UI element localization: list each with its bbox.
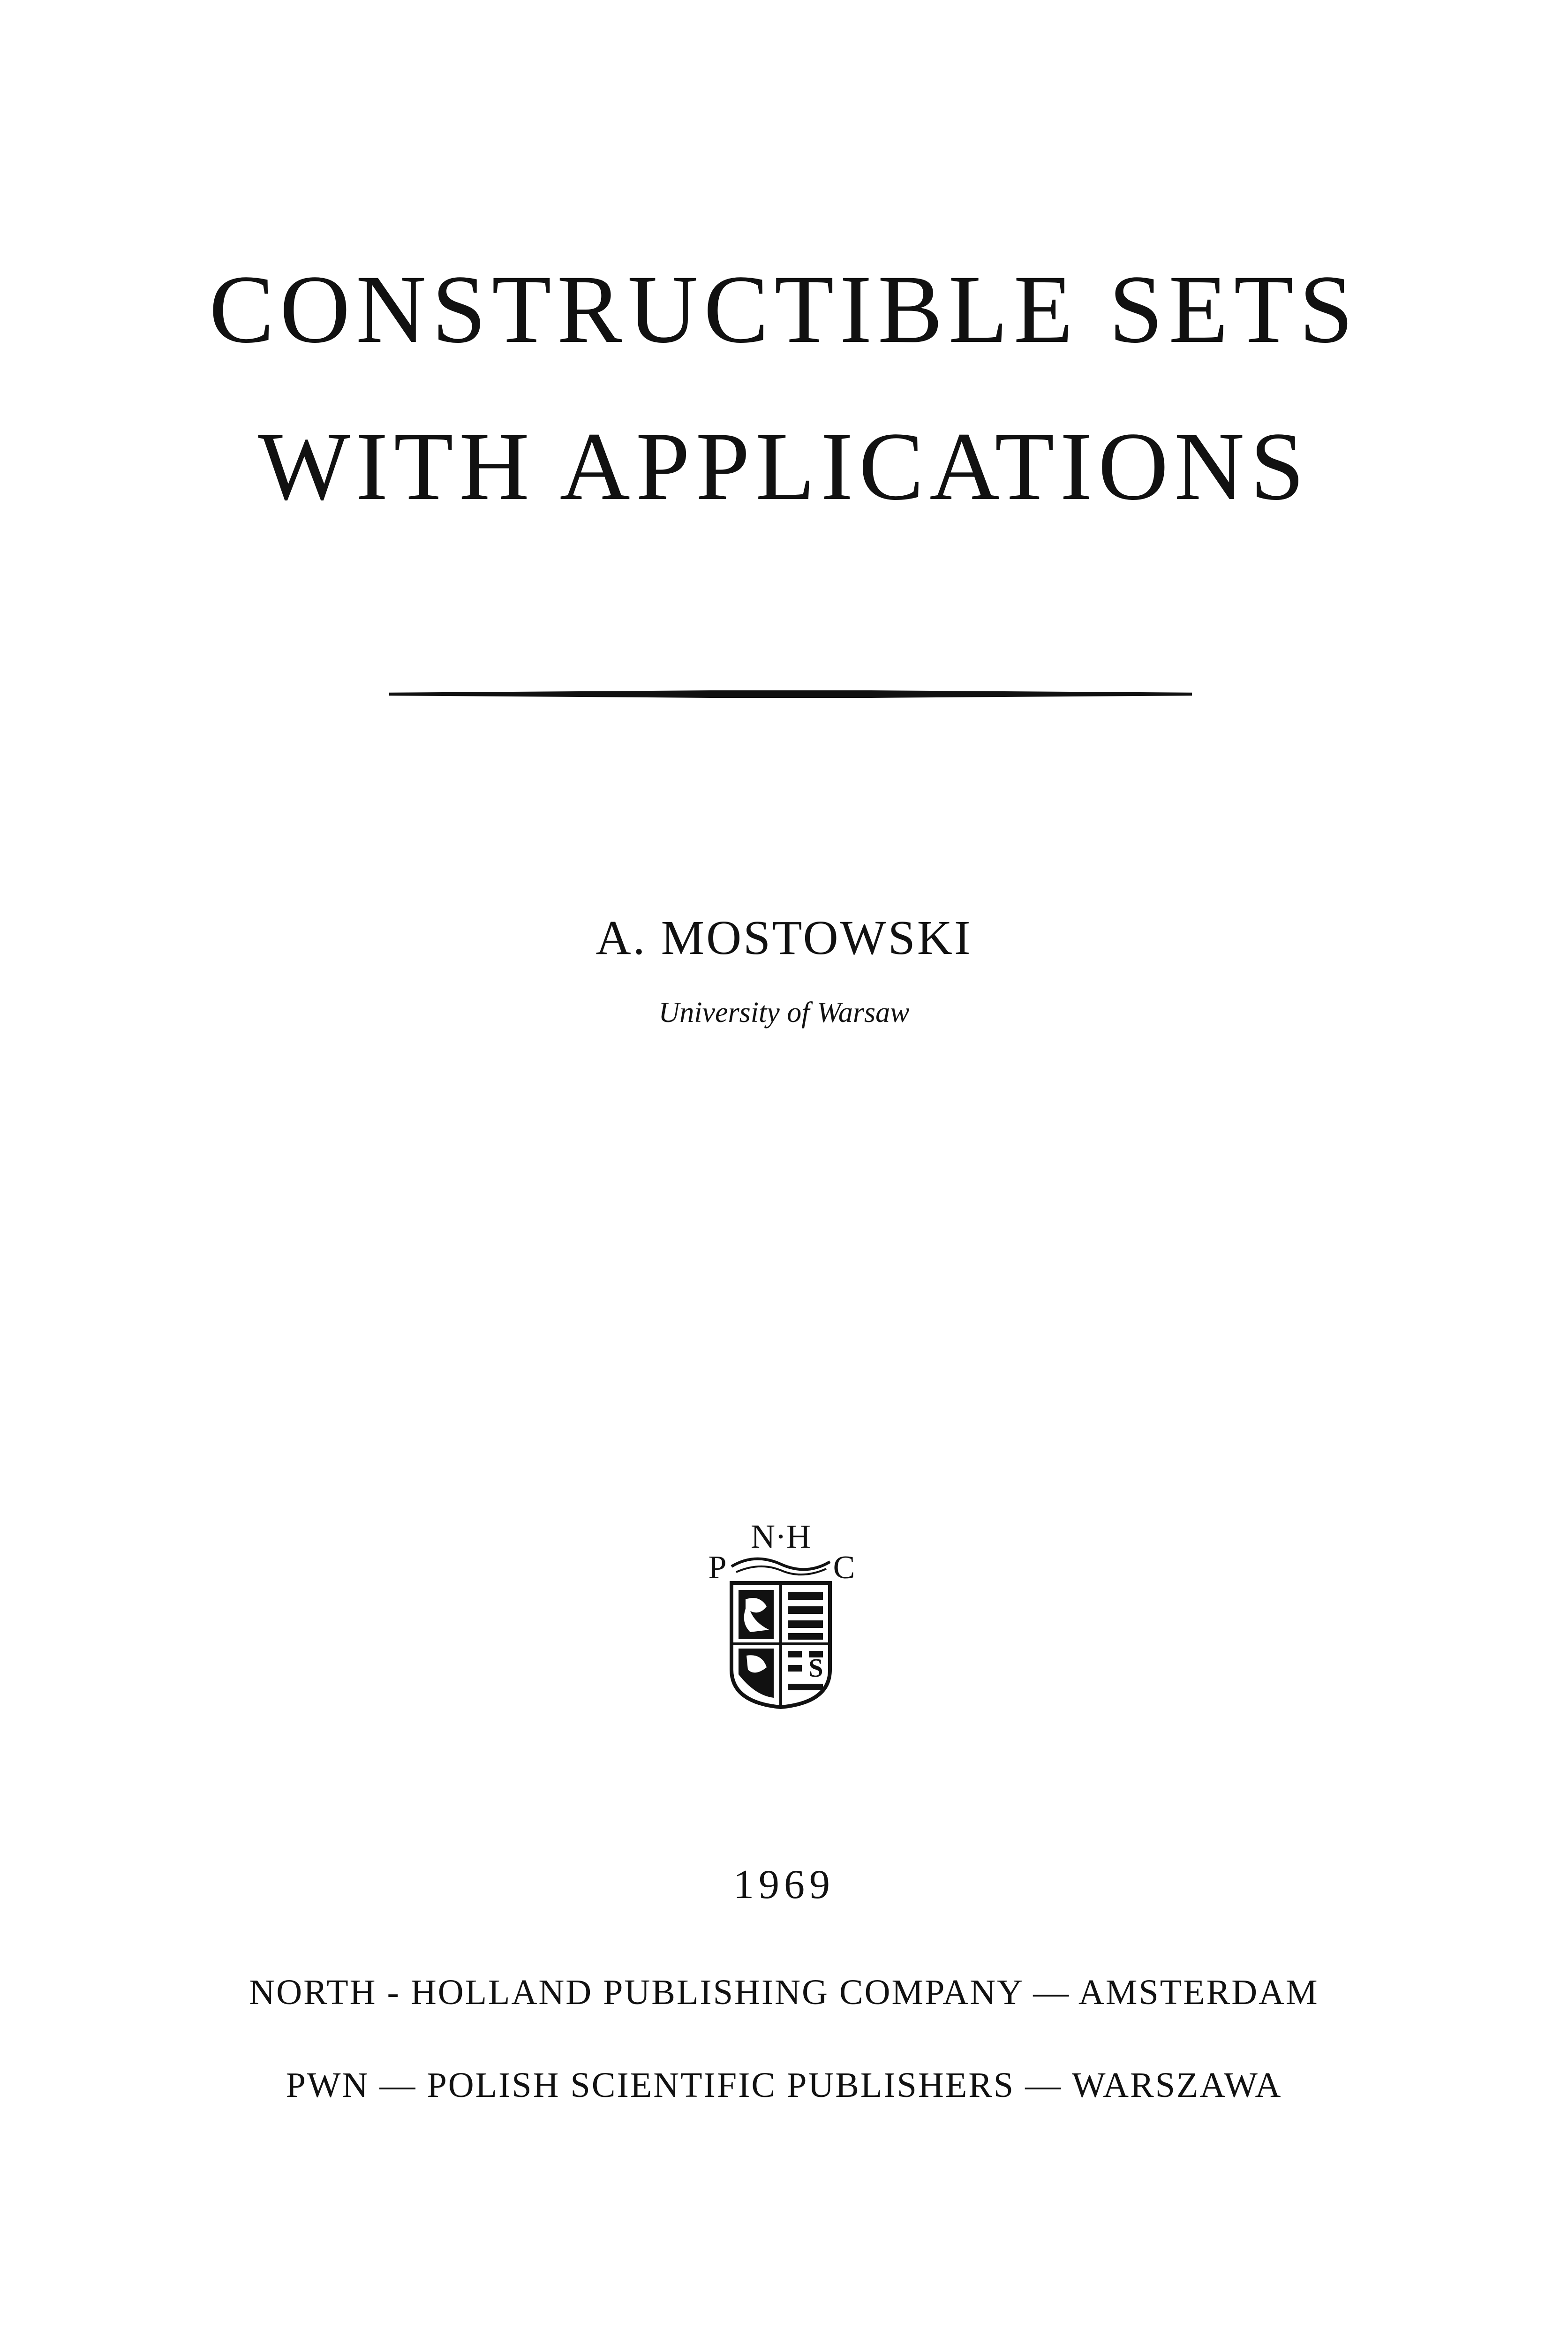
svg-text:P: P bbox=[708, 1550, 727, 1586]
title-line-2-text: WITH APPLICATIONS bbox=[258, 412, 1310, 520]
publisher-crest-icon bbox=[703, 1515, 858, 1712]
publisher-line-2: PWN — POLISH SCIENTIFIC PUBLISHERS — WARSZAWA bbox=[286, 2065, 1282, 2105]
book-title-line-2 bbox=[0, 412, 1568, 520]
publisher-line-1: NORTH - HOLLAND PUBLISHING COMPANY — AMSTERDAM bbox=[249, 1973, 1319, 2012]
svg-text:N·H: N·H bbox=[751, 1518, 811, 1555]
book-title-line-1 bbox=[0, 255, 1568, 363]
author-affiliation: University of Warsaw bbox=[658, 997, 910, 1029]
svg-text:S: S bbox=[808, 1654, 823, 1683]
author-name: A. MOSTOWSKI bbox=[596, 911, 972, 965]
title-divider-rule bbox=[389, 690, 1192, 698]
svg-text:C: C bbox=[833, 1550, 855, 1586]
publication-year: 1969 bbox=[733, 1862, 835, 1907]
title-line-1-text: CONSTRUCTIBLE SETS bbox=[209, 255, 1359, 363]
